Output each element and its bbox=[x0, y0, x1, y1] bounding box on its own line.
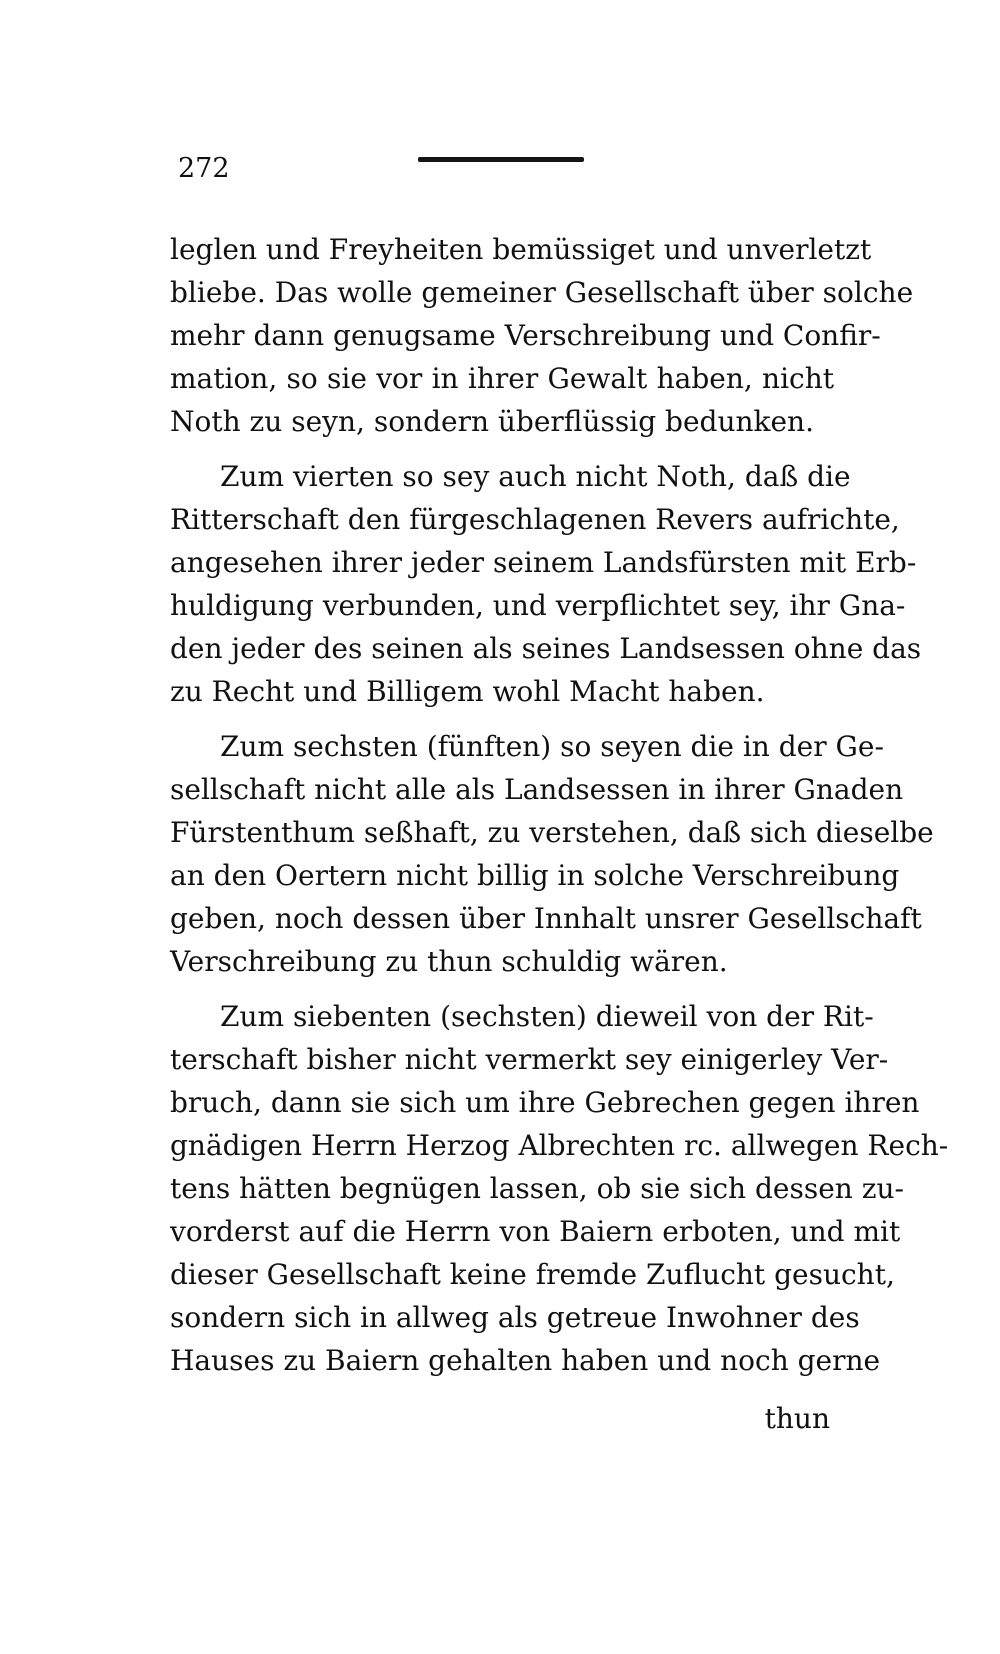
text-line: Zum siebenten (sechsten) dieweil von der Rit- bbox=[220, 1000, 874, 1033]
text-line: bliebe. Das wolle gemeiner Gesellschaft über solche bbox=[170, 276, 914, 309]
header-rule bbox=[418, 157, 584, 162]
text-line: vorderst auf die Herrn von Baiern erboten, und mit bbox=[170, 1215, 901, 1248]
page-number: 272 bbox=[178, 153, 230, 184]
text-line: terschaft bisher nicht vermerkt sey einigerley Ver- bbox=[170, 1043, 889, 1076]
text-line: mehr dann genugsame Verschreibung und Confir- bbox=[170, 319, 881, 352]
text-line: den jeder des seinen als seines Landsessen ohne das bbox=[170, 632, 922, 665]
paragraph-4 bbox=[170, 995, 949, 1382]
text-line: huldigung verbunden, und verpflichtet sey, ihr Gna- bbox=[170, 589, 906, 622]
text-line: Ritterschaft den fürgeschlagenen Revers aufrichte, bbox=[170, 503, 900, 536]
text-line: Zum vierten so sey auch nicht Noth, daß die bbox=[220, 460, 851, 493]
text-line: bruch, dann sie sich um ihre Gebrechen gegen ihren bbox=[170, 1086, 920, 1119]
text-line: sondern sich in allweg als getreue Inwohner des bbox=[170, 1301, 860, 1334]
text-line: sellschaft nicht alle als Landsessen in ihrer Gnaden bbox=[170, 773, 904, 806]
text-line: Noth zu seyn, sondern überflüssig bedunken. bbox=[170, 405, 814, 438]
paragraph-3 bbox=[170, 725, 934, 983]
paragraph-1 bbox=[170, 228, 914, 443]
text-line: mation, so sie vor in ihrer Gewalt haben, nicht bbox=[170, 362, 834, 395]
text-line: leglen und Freyheiten bemüssiget und unverletzt bbox=[170, 233, 872, 266]
text-line: Hauses zu Baiern gehalten haben und noch gerne bbox=[170, 1344, 881, 1377]
text-line: gnädigen Herrn Herzog Albrechten rc. allwegen Rech- bbox=[170, 1129, 949, 1162]
paragraph-2 bbox=[170, 455, 922, 713]
text-line: dieser Gesellschaft keine fremde Zuflucht gesucht, bbox=[170, 1258, 895, 1291]
text-line: zu Recht und Billigem wohl Macht haben. bbox=[170, 675, 765, 708]
text-line: Verschreibung zu thun schuldig wären. bbox=[170, 945, 728, 978]
text-line: tens hätten begnügen lassen, ob sie sich dessen zu- bbox=[170, 1172, 904, 1205]
body-text bbox=[170, 228, 949, 1382]
text-line: Fürstenthum seßhaft, zu verstehen, daß sich dieselbe bbox=[170, 816, 934, 849]
text-line: angesehen ihrer jeder seinem Landsfürsten mit Erb- bbox=[170, 546, 917, 579]
text-line: geben, noch dessen über Innhalt unsrer Gesellschaft bbox=[170, 902, 922, 935]
text-line: an den Oertern nicht billig in solche Verschreibung bbox=[170, 859, 900, 892]
catchword: thun bbox=[764, 1402, 830, 1435]
text-line: Zum sechsten (fünften) so seyen die in der Ge- bbox=[220, 730, 884, 763]
